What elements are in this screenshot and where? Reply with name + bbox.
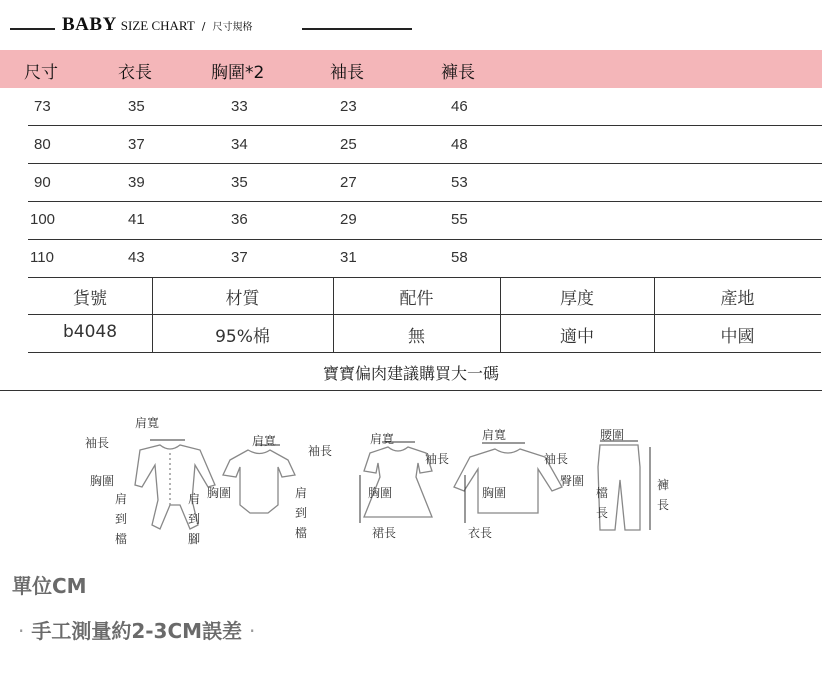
sizing-note-row	[0, 352, 822, 391]
measurement-diagram	[70, 405, 690, 555]
bullet-dot: ·	[249, 619, 256, 643]
svg-text:袖長: 袖長	[85, 436, 110, 450]
spec-col-material	[152, 277, 333, 352]
spec-col-accessory	[333, 277, 500, 352]
romper-illustration	[135, 445, 215, 529]
svg-text:肩: 肩	[115, 492, 128, 506]
svg-text:胸圍: 胸圍	[482, 486, 507, 500]
cell-chest: 36	[231, 211, 248, 228]
cell-pants: 55	[451, 211, 468, 228]
spec-header-item-no: 貨號	[73, 289, 107, 309]
cell-length: 43	[128, 249, 145, 266]
svg-text:肩寬: 肩寬	[482, 428, 507, 442]
svg-text:腳: 腳	[188, 532, 201, 546]
spec-header-accessory: 配件	[399, 289, 434, 309]
cell-chest: 35	[231, 174, 248, 191]
size-table-header	[0, 50, 822, 88]
svg-text:袖長: 袖長	[308, 444, 333, 458]
col-header-sleeve: 袖長	[330, 63, 364, 83]
spec-col-origin	[654, 277, 821, 352]
cell-pants: 53	[451, 174, 468, 191]
title-separator: /	[201, 20, 206, 33]
spec-col-thickness	[500, 277, 654, 352]
svg-text:褲: 褲	[657, 478, 670, 492]
cell-size: 73	[34, 98, 51, 115]
cell-size: 100	[30, 211, 56, 228]
sizing-note: 寶寶偏肉建議購買大一碼	[322, 364, 499, 383]
title-left-rule	[10, 28, 55, 30]
cell-size: 90	[34, 174, 51, 191]
cell-sleeve: 31	[340, 249, 357, 266]
spec-table	[0, 277, 822, 352]
cell-length: 39	[128, 174, 145, 191]
svg-text:長: 長	[657, 498, 670, 512]
svg-text:臀圍: 臀圍	[560, 474, 585, 488]
col-header-chest: 胸圍*2	[211, 63, 265, 83]
cell-sleeve: 25	[340, 136, 357, 153]
svg-text:胸圍: 胸圍	[207, 486, 232, 500]
row-divider	[28, 163, 822, 164]
spec-header-material: 材質	[225, 289, 260, 309]
error-text: 手工測量約2-3CM誤差	[31, 619, 243, 643]
spec-value-origin: 中國	[720, 327, 755, 347]
svg-text:檔: 檔	[596, 486, 609, 500]
svg-text:胸圍: 胸圍	[90, 474, 115, 488]
col-header-size: 尺寸	[24, 63, 58, 83]
spec-value-item-no: b4048	[62, 322, 118, 342]
spec-value-thickness: 適中	[560, 327, 594, 347]
cell-length: 37	[128, 136, 145, 153]
cell-chest: 34	[231, 136, 248, 153]
svg-text:肩: 肩	[295, 486, 308, 500]
cell-pants: 58	[451, 249, 468, 266]
svg-text:肩寬: 肩寬	[135, 416, 160, 430]
cell-pants: 48	[451, 136, 468, 153]
svg-text:衣長: 衣長	[468, 526, 493, 540]
cell-size: 80	[34, 136, 51, 153]
spec-col-item-no	[28, 277, 152, 352]
cell-chest: 37	[231, 249, 248, 266]
cell-chest: 33	[231, 98, 248, 115]
cell-sleeve: 27	[340, 174, 357, 191]
row-divider	[28, 125, 822, 126]
col-header-length: 衣長	[118, 63, 152, 83]
cell-sleeve: 29	[340, 211, 357, 228]
measurement-error-note	[18, 615, 255, 644]
size-chart-title	[62, 14, 253, 44]
bullet-dot: ·	[18, 619, 25, 643]
svg-text:檔: 檔	[295, 526, 308, 540]
cell-size: 110	[30, 249, 54, 266]
spec-value-material: 95%棉	[215, 327, 270, 347]
unit-label: 單位CM	[12, 574, 87, 598]
svg-text:肩: 肩	[188, 492, 201, 506]
dress-illustration	[364, 447, 432, 517]
bodysuit-illustration	[223, 450, 295, 513]
row-divider	[28, 239, 822, 240]
title-right-rule	[302, 28, 412, 30]
spec-header-thickness: 厚度	[560, 289, 594, 309]
svg-text:裙長: 裙長	[372, 526, 397, 540]
brand-text: BABY	[62, 14, 117, 35]
spec-value-accessory: 無	[408, 327, 425, 347]
svg-text:胸圍: 胸圍	[368, 486, 393, 500]
spec-header-origin: 產地	[720, 289, 755, 309]
cell-length: 35	[128, 98, 145, 115]
svg-text:腰圍: 腰圍	[600, 428, 625, 442]
col-header-pants: 褲長	[441, 63, 475, 83]
svg-text:長: 長	[596, 506, 609, 520]
svg-text:袖長: 袖長	[425, 452, 450, 466]
svg-text:檔: 檔	[115, 532, 128, 546]
subtitle-text: SIZE CHART	[120, 18, 195, 33]
svg-text:袖長: 袖長	[544, 452, 569, 466]
cell-length: 41	[128, 211, 145, 228]
cell-sleeve: 23	[340, 98, 357, 115]
subtitle-cn: 尺寸規格	[212, 22, 253, 33]
svg-text:肩寬: 肩寬	[252, 434, 277, 448]
row-divider	[28, 201, 822, 202]
svg-text:到: 到	[295, 506, 308, 520]
svg-text:肩寬: 肩寬	[370, 432, 395, 446]
cell-pants: 46	[451, 98, 468, 115]
svg-text:到: 到	[188, 512, 201, 526]
svg-text:到: 到	[115, 512, 128, 526]
